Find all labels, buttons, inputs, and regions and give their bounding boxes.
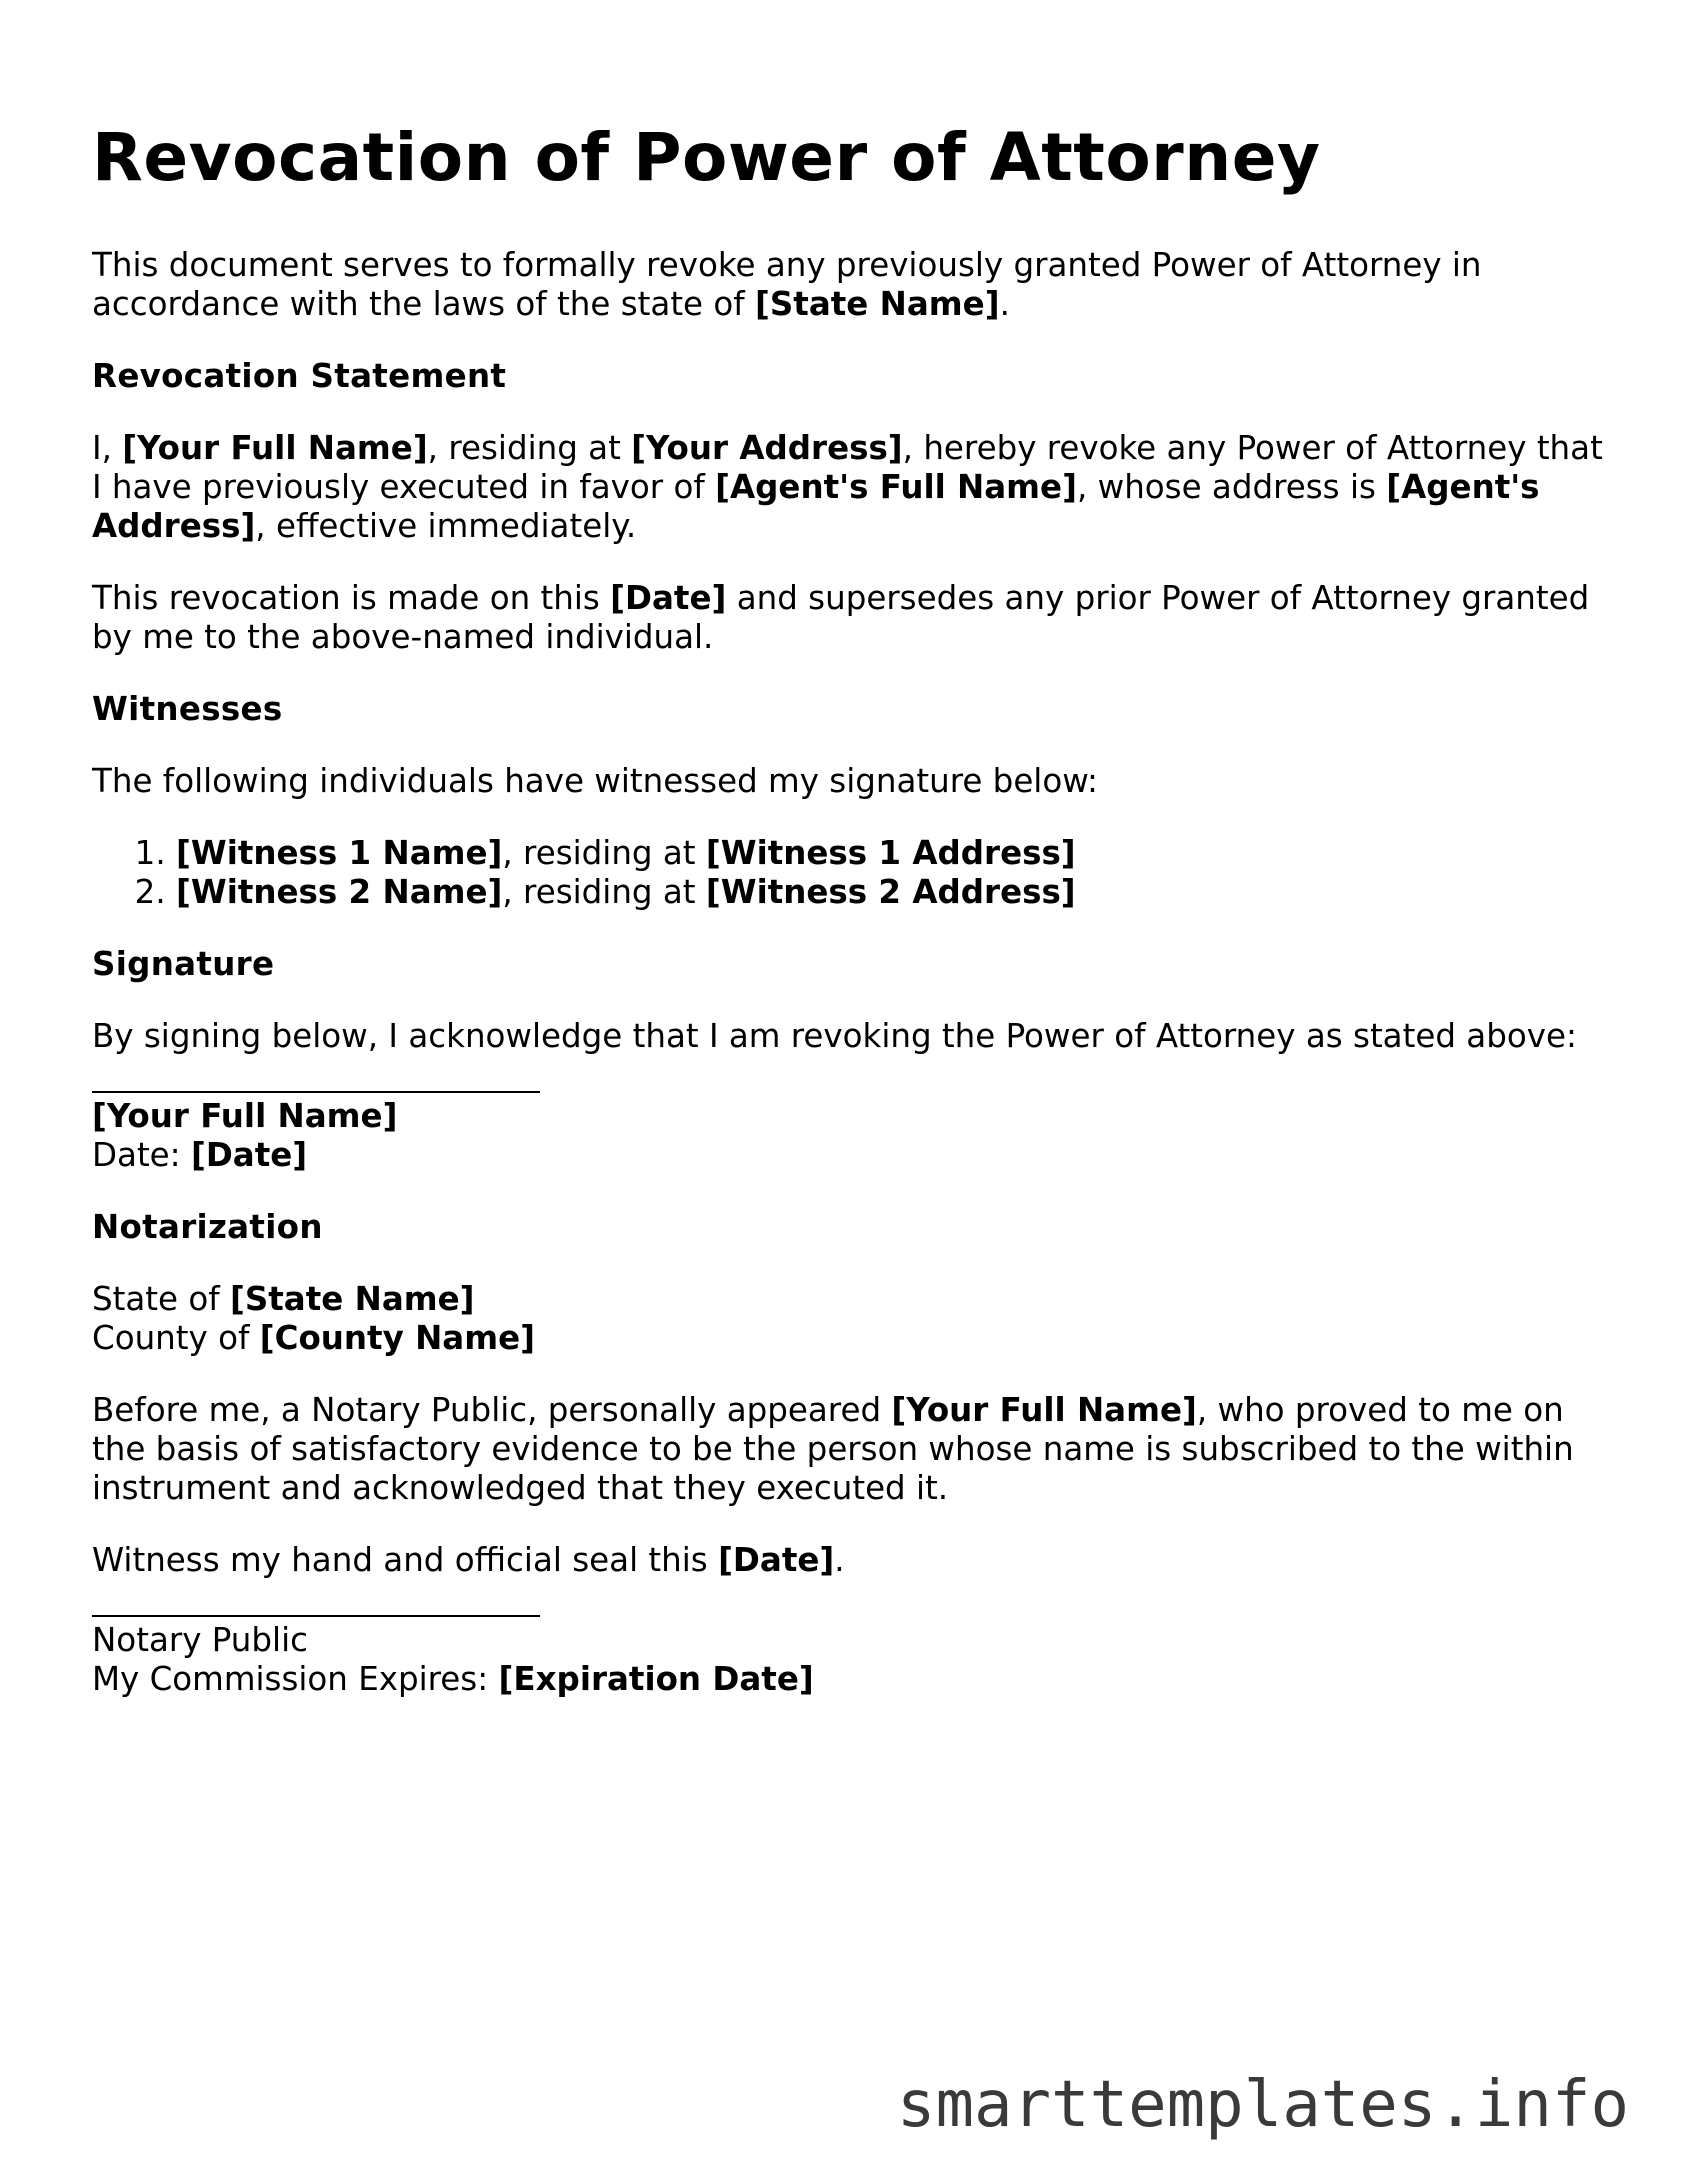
signature-line	[92, 1091, 540, 1093]
county-line	[92, 1319, 1612, 1358]
intro-paragraph	[92, 246, 1612, 324]
witness-name-placeholder: [Witness 2 Name]	[176, 873, 503, 911]
signature-name-line	[92, 1097, 1612, 1136]
revocation-paragraph-2	[92, 579, 1612, 657]
witness-item	[176, 873, 1612, 912]
witnesses-intro: The following individuals have witnessed my signature below:	[92, 762, 1098, 800]
witness-item	[176, 834, 1612, 873]
seal-text-1: Witness my hand and official seal this	[92, 1541, 719, 1579]
document-title: Revocation of Power of Attorney	[92, 119, 1321, 196]
notary-public-label: Notary Public	[92, 1621, 308, 1659]
revocation-text-5: , effective immediately.	[255, 507, 637, 545]
venue-block	[92, 1280, 1612, 1358]
revocation-date-placeholder: [Date]	[610, 579, 727, 617]
notary-paragraph-2	[92, 1541, 1612, 1580]
intro-text: This document serves to formally revoke any previously granted Power of Attorney in accordance with the laws of the state of	[92, 246, 1482, 323]
notary-text-1: Before me, a Notary Public, personally appeared	[92, 1391, 892, 1429]
commission-line	[92, 1660, 1612, 1699]
witnesses-heading: Witnesses	[92, 690, 283, 728]
expiration-date-placeholder: [Expiration Date]	[498, 1660, 814, 1698]
signature-heading: Signature	[92, 945, 275, 983]
signature-date-line	[92, 1136, 1612, 1175]
commission-label: My Commission Expires:	[92, 1660, 499, 1698]
revocation-text-3: , hereby revoke any Power of Attorney that I have previously executed in favor of	[92, 429, 1603, 506]
your-address-placeholder: [Your Address]	[631, 429, 903, 467]
witness-address-placeholder: [Witness 1 Address]	[705, 834, 1076, 872]
witness-name-placeholder: [Witness 1 Name]	[176, 834, 503, 872]
intro-state-placeholder: [State Name]	[755, 285, 1000, 323]
revocation-text-2: , residing at	[427, 429, 632, 467]
county-label: County of	[92, 1319, 260, 1357]
state-label: State of	[92, 1280, 231, 1318]
signature-date-placeholder: [Date]	[190, 1136, 308, 1174]
notary-paragraph-1	[92, 1391, 1612, 1508]
notary-name-placeholder: [Your Full Name]	[891, 1391, 1197, 1429]
signature-block	[92, 1091, 1612, 1175]
state-line	[92, 1280, 1612, 1319]
revocation-date-text-1: This revocation is made on this	[92, 579, 611, 617]
agent-address-placeholder: [Agent's Address]	[92, 468, 1540, 545]
notary-signature-line	[92, 1615, 540, 1617]
notarization-heading: Notarization	[92, 1208, 323, 1246]
document-page	[92, 118, 1612, 1732]
signature-name-placeholder: [Your Full Name]	[92, 1097, 398, 1135]
agent-name-placeholder: [Agent's Full Name]	[715, 468, 1077, 506]
revocation-text-1: I,	[92, 429, 123, 467]
witness-mid-text: , residing at	[502, 834, 706, 872]
watermark: smarttemplates.info	[896, 2068, 1629, 2142]
signature-text: By signing below, I acknowledge that I am revoking the Power of Attorney as stated above:	[92, 1017, 1577, 1055]
revocation-text-4: , whose address is	[1076, 468, 1387, 506]
seal-date-placeholder: [Date]	[718, 1541, 835, 1579]
notary-state-placeholder: [State Name]	[230, 1280, 475, 1318]
county-placeholder: [County Name]	[259, 1319, 535, 1357]
revocation-date-text-2: and supersedes any prior Power of Attorney granted by me to the above-named individual.	[92, 579, 1590, 656]
seal-text-2: .	[834, 1541, 845, 1579]
intro-end: .	[999, 285, 1010, 323]
witness-address-placeholder: [Witness 2 Address]	[705, 873, 1076, 911]
revocation-paragraph-1	[92, 429, 1612, 546]
your-name-placeholder: [Your Full Name]	[122, 429, 428, 467]
revocation-heading: Revocation Statement	[92, 357, 507, 395]
notary-text-2: , who proved to me on the basis of satisfactory evidence to be the person whose name is subscribed to the within instrument and acknowledged that they executed it.	[92, 1391, 1574, 1507]
notary-signature-block	[92, 1615, 1612, 1699]
signature-date-label: Date:	[92, 1136, 191, 1174]
witness-list	[92, 834, 1612, 912]
witness-mid-text: , residing at	[502, 873, 706, 911]
